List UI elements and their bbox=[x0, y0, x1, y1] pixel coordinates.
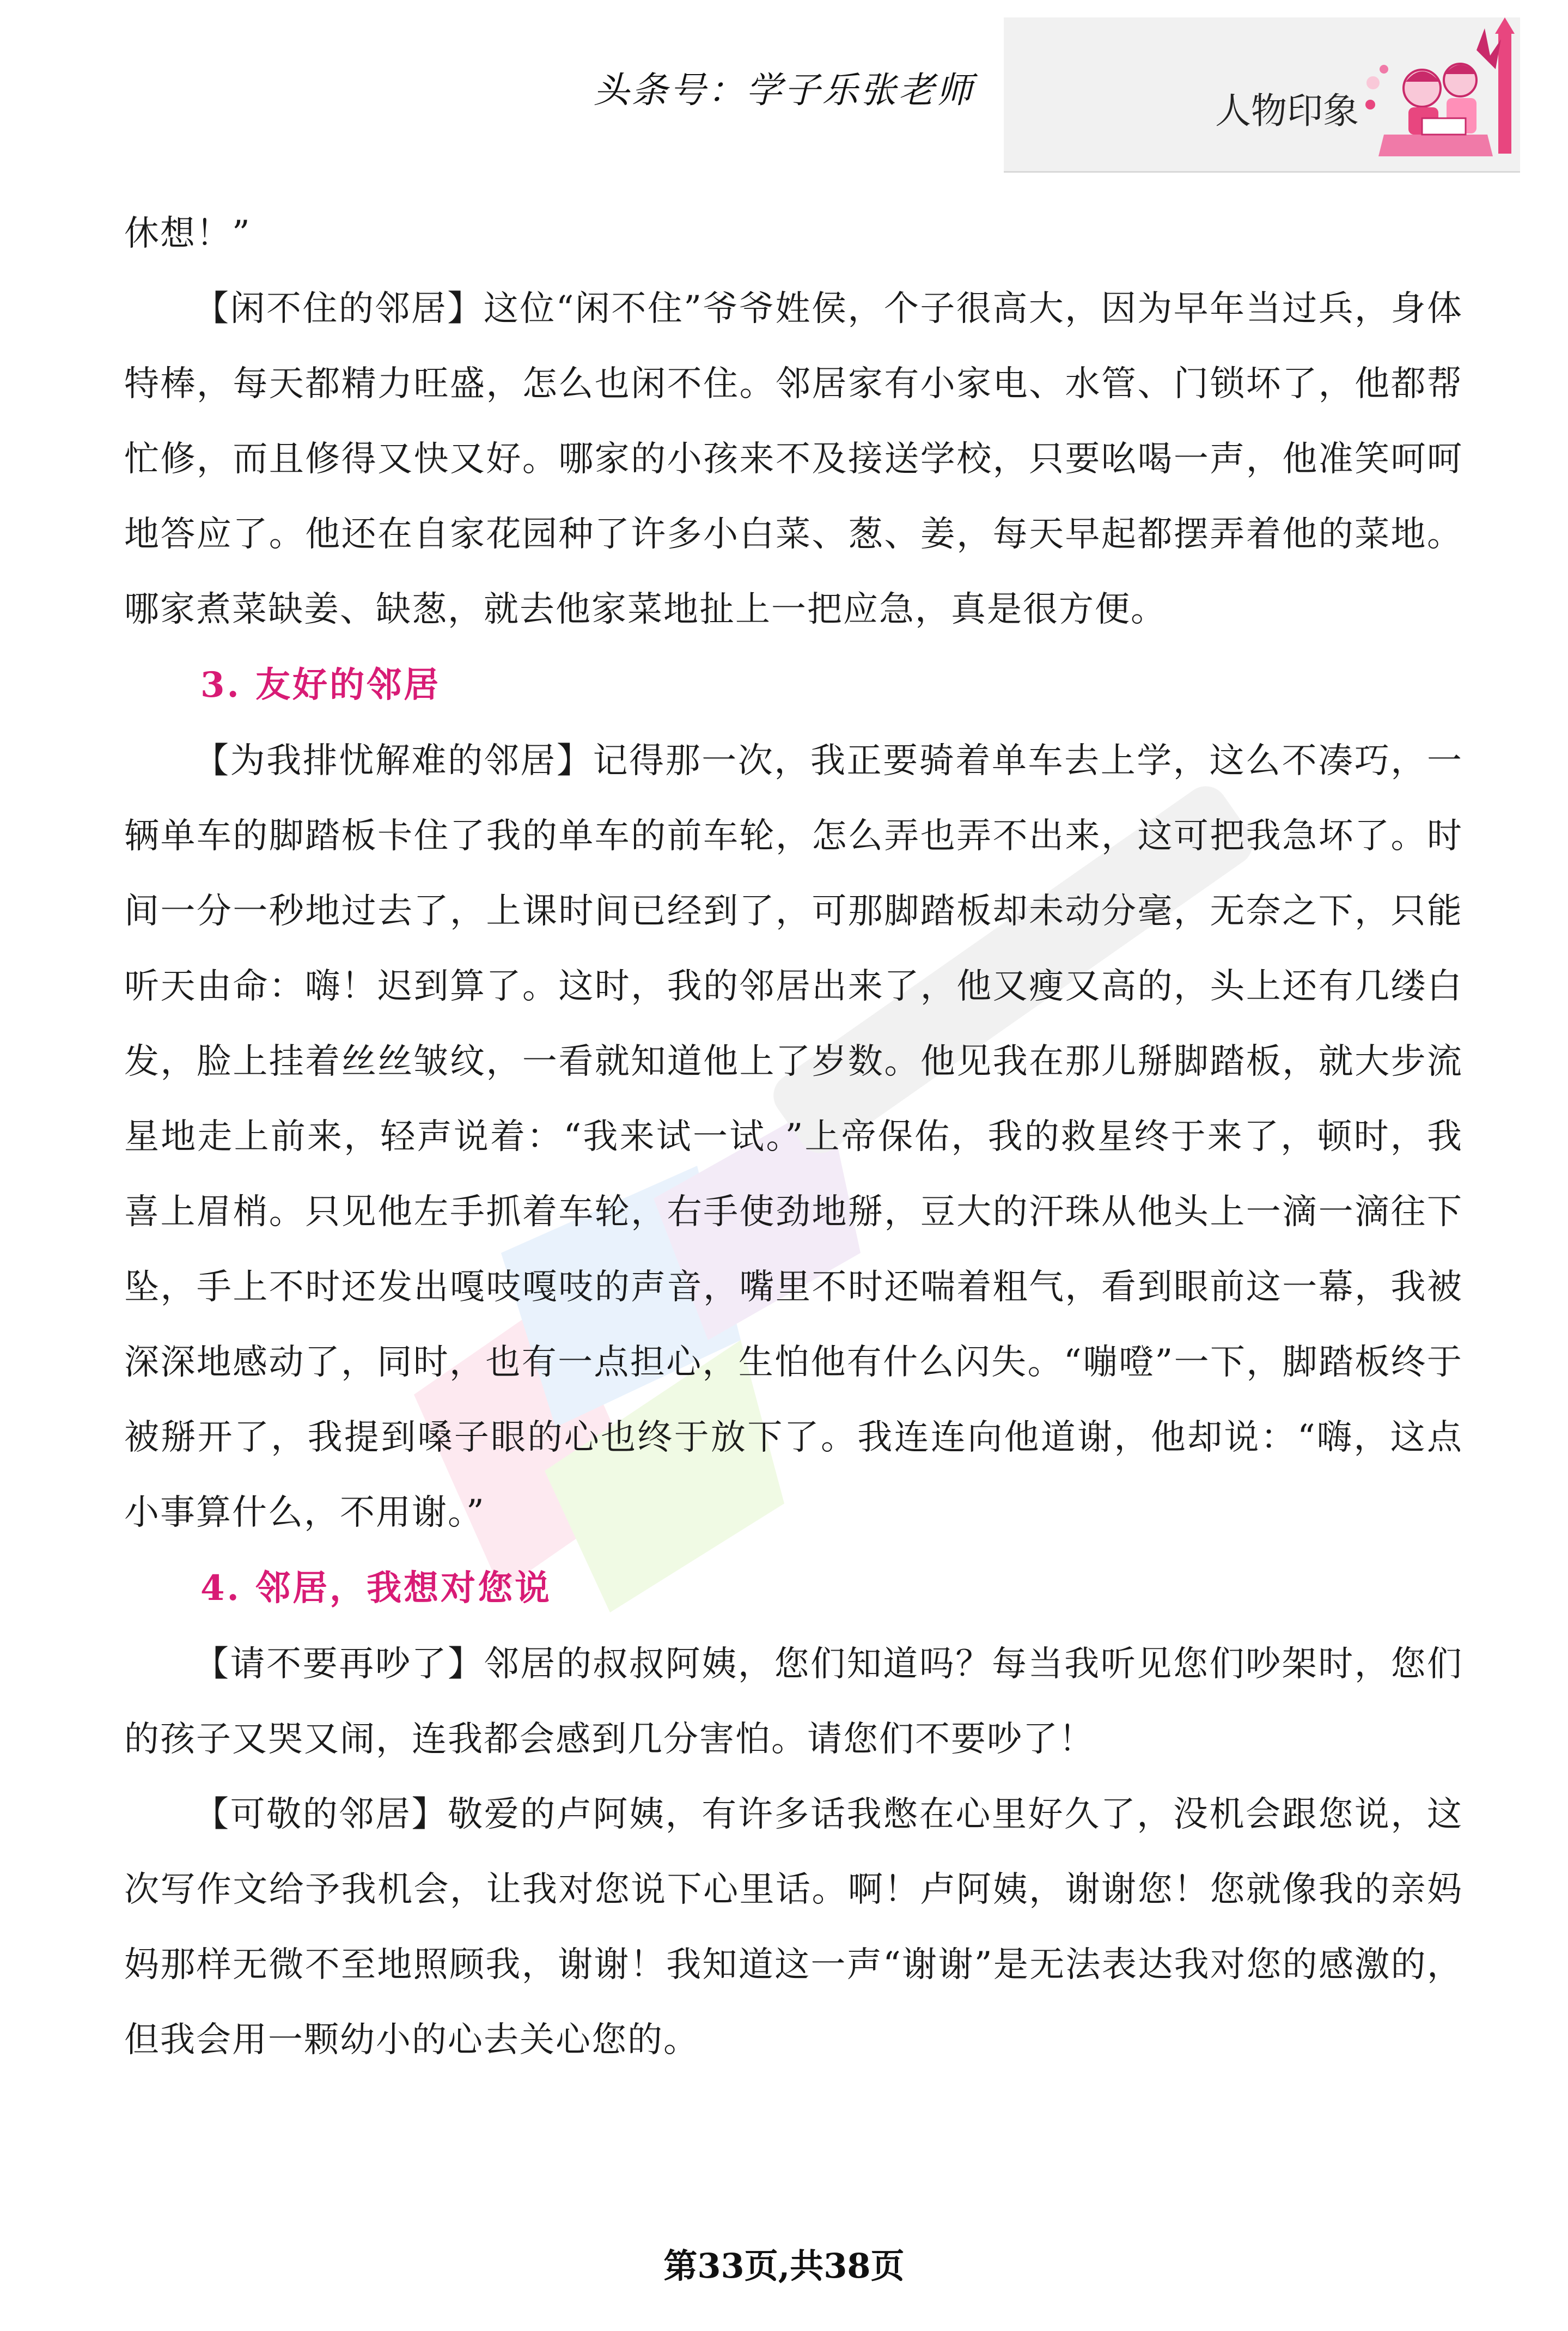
paragraph-respectable-neighbor: 【可敬的邻居】敬爱的卢阿姨，有许多话我憋在心里好久了，没机会跟您说，这次写作文给予我机会，让我对您说下心里话。啊！卢阿姨，谢谢您！您就像我的亲妈妈那样无微不至地照顾我，谢谢！我知道这一声“谢谢”是无法表达我对您的感激的，但我会用一颗幼小的心去关心您的。 bbox=[124, 1794, 1463, 2060]
paragraph-helpful-neighbor: 【为我排忧解难的邻居】记得那一次，我正要骑着单车去上学，这么不凑巧，一辆单车的脚踏板卡住了我的单车的前车轮，怎么弄也弄不出来，这可把我急坏了。时间一分一秒地过去了，上课时间已经到了，可那脚踏板却未动分毫，无奈之下，只能听天由命：嗨！迟到算了。这时，我的邻居出来了，他又瘦又高的，头上还有几缕白发，脸上挂着丝丝皱纹，一看就知道他上了岁数。他见我在那儿掰脚踏板，就大步流星地走上前来，轻声说着：“我来试一试。”上帝保佑，我的救星终于来了，顿时，我喜上眉梢。只见他左手抓着车轮，右手使劲地掰，豆大的汗珠从他头上一滴一滴往下坠，手上不时还发出嘎吱嘎吱的声音，嘴里不时还喘着粗气，看到眼前这一幕，我被深深地感动了，同时，也有一点担心，生怕他有什么闪失。“嘣噔”一下，脚踏板终于被掰开了，我提到嗓子眼的心也终于放下了。我连连向他道谢，他却说：“嗨，这点小事算什么，不用谢。” bbox=[124, 741, 1463, 1533]
section-heading-words-to-neighbor: 4. 邻居，我想对您说 bbox=[200, 1568, 552, 1609]
page-number: 第33页,共38页 bbox=[663, 2246, 905, 2286]
section-heading-friendly-neighbor: 3. 友好的邻居 bbox=[200, 665, 441, 705]
header-source: 头条号：学子乐张老师 bbox=[593, 69, 975, 111]
children-reading-icon bbox=[1362, 17, 1520, 171]
section-banner bbox=[1004, 17, 1520, 173]
banner-title: 人物印象 bbox=[1215, 90, 1359, 132]
paragraph-continuation: 休想！” bbox=[124, 214, 251, 254]
paragraph-stop-quarreling: 【请不要再吵了】邻居的叔叔阿姨，您们知道吗？每当我听见您们吵架时，您们的孩子又哭又闹，连我都会感到几分害怕。请您们不要吵了！ bbox=[124, 1644, 1463, 1760]
paragraph-idle-neighbor: 【闲不住的邻居】这位“闲不住”爷爷姓侯，个子很高大，因为早年当过兵，身体特棒，每天都精力旺盛，怎么也闲不住。邻居家有小家电、水管、门锁坏了，他都帮忙修，而且修得又快又好。哪家的小孩来不及接送学校，只要吆喝一声，他准笑呵呵地答应了。他还在自家花园种了许多小白菜、葱、姜，每天早起都摆弄着他的菜地。哪家煮菜缺姜、缺葱，就去他家菜地扯上一把应急，真是很方便。 bbox=[124, 289, 1463, 630]
page-content bbox=[124, 196, 1463, 2078]
